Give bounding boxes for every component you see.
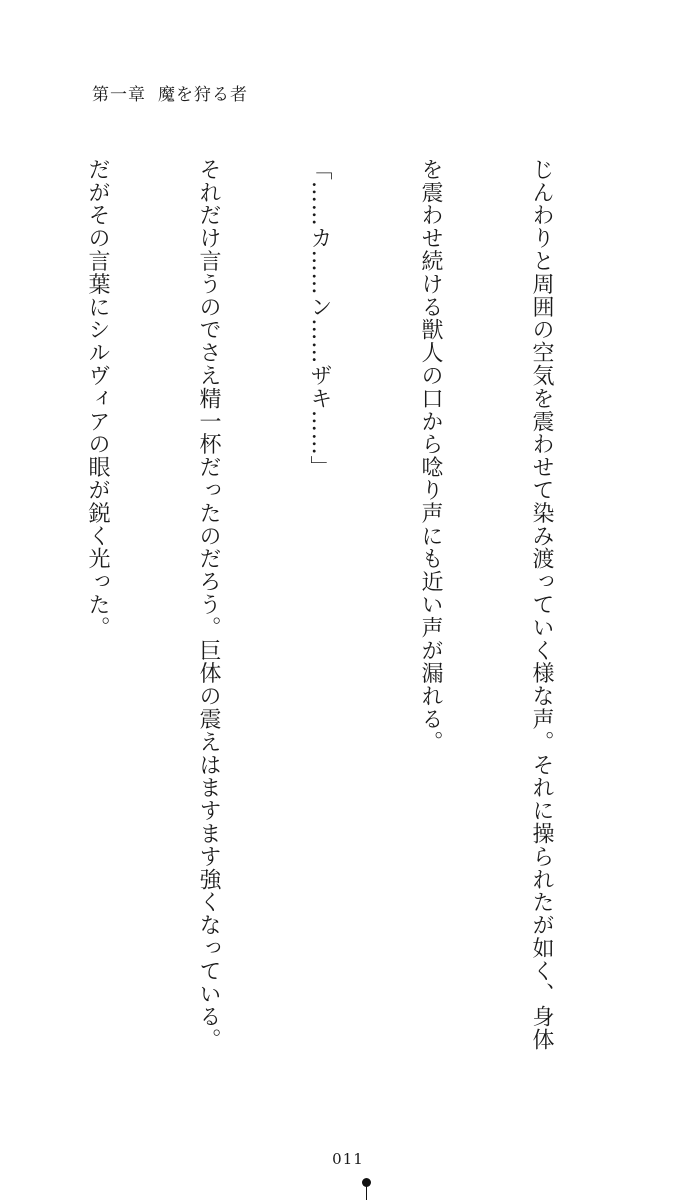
text-line: 「……カ……ン……ザキ……」: [307, 158, 332, 479]
text-line: [0, 158, 5, 1058]
text-line: だがその言葉にシルヴィアの眼が鋭く光った。: [85, 158, 110, 639]
body-text: [0, 158, 634, 1058]
running-head: [92, 80, 248, 105]
chapter-title: 魔を狩る者: [158, 85, 248, 105]
page-number: 011: [332, 1150, 364, 1168]
folio-stem-ornament: [366, 1186, 367, 1200]
text-line: それだけ言うのでさえ精一杯だったのだろう。巨体の震えはますます強くなっている。: [196, 158, 221, 1052]
text-line: じんわりと周囲の空気を震わせて染み渡っていく様な声。それに操られたが如く、身体: [529, 158, 554, 1052]
chapter-number: 第一章: [92, 85, 146, 105]
text-line: を震わせ続ける獣人の口から唸り声にも近い声が漏れる。: [418, 158, 443, 754]
